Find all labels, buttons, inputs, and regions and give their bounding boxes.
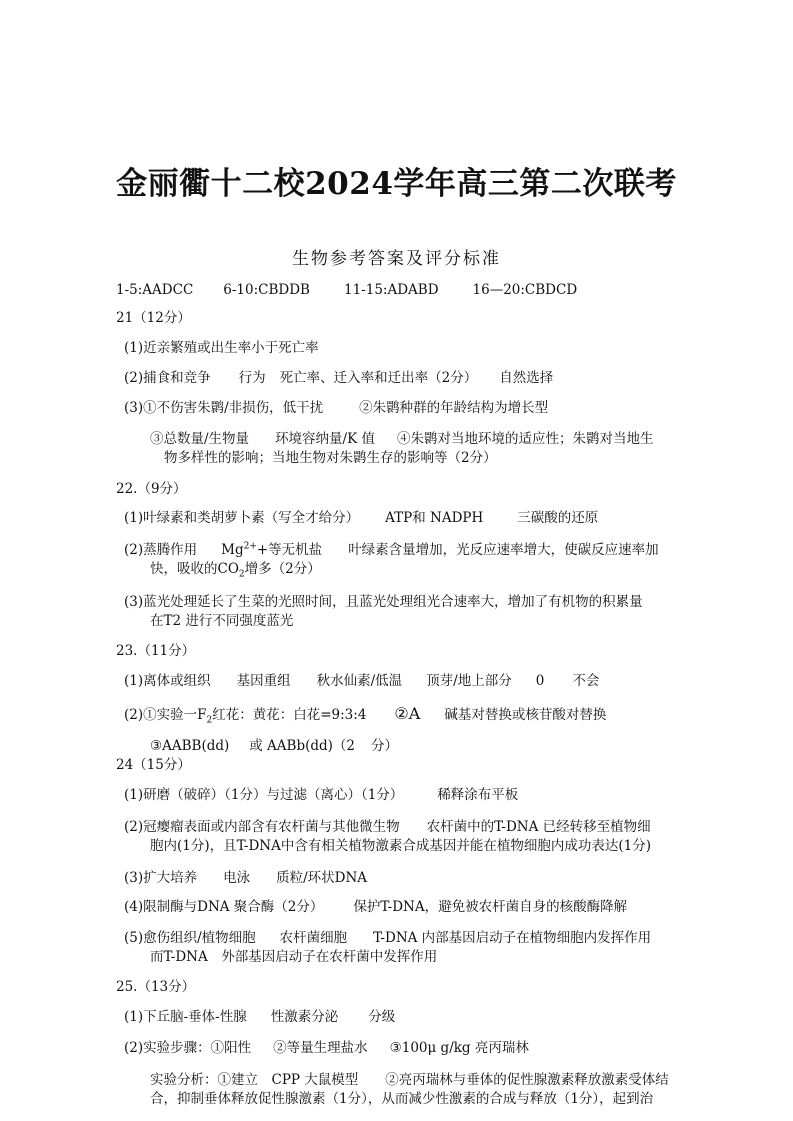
q24-a5-part3: T-DNA 内部基因启动子在植物细胞内发挥作用: [373, 930, 652, 946]
q24-a3-part1: (3)扩大培养: [124, 870, 198, 886]
q25-a2-part3: ③100μ g/kg 亮丙瑞林: [389, 1040, 529, 1056]
q23-answer-2b: [150, 737, 398, 755]
q23-a2b-part1: ③AABB(dd): [150, 738, 230, 754]
page-title: 金丽衢十二校2024学年高三第二次联考: [116, 166, 677, 202]
q25-a1-part2: 性激素分泌: [270, 1009, 339, 1025]
q21-answer-3b: [150, 430, 654, 448]
q22-answer-1: [124, 509, 598, 527]
q22-a2-mg: Mg: [221, 542, 244, 558]
q23-answer-1: [124, 672, 599, 690]
q25-heading: 25.（13分）: [116, 979, 196, 995]
q24-a3-part2: 电泳: [223, 870, 251, 886]
q21-a2-part2: 行为: [238, 370, 266, 386]
q24-a1-part1: (1)研磨（破碎）（1分）与过滤（离心）（1分）: [124, 787, 404, 803]
q22-a1-part1: (1)叶绿素和类胡萝卜素（写全才给分）: [124, 510, 360, 526]
q24-answer-5: [124, 929, 651, 947]
q24-a5-part1: (5)愈伤组织/植物细胞: [124, 930, 256, 946]
q21-a3b-part1: ③总数量/生物量: [150, 431, 250, 447]
q23-a1-part2: 基因重组: [236, 673, 291, 689]
q21-a3-part1: (3)①不伤害朱鹮/非损伤，低干扰: [124, 400, 324, 416]
q25-answer-2: [124, 1039, 529, 1057]
q23-a2b-part3: 分）: [371, 738, 399, 754]
q23-a1-part4: 顶芽/地上部分: [426, 673, 512, 689]
q23-a2-part1: (2)①实验一F: [124, 707, 207, 723]
q23-a1-part6: 不会: [572, 673, 600, 689]
q24-answer-1: [124, 786, 518, 804]
q25-a2-part2: ②等量生理盐水: [273, 1040, 368, 1056]
q24-a3-part3: 质粒/环状DNA: [276, 870, 368, 886]
q23-a2-subscript: 2: [206, 715, 213, 726]
q22-a2b-part2: 增多（2分）: [244, 561, 321, 577]
q21-answer-3c: 物多样性的影响；当地生物对朱鹮生存的影响等（2分）: [164, 450, 497, 466]
mc-group-3: 11-15:ADABD: [343, 282, 439, 298]
q25-answer-3b: 合，抑制垂体释放促性腺激素（1分），从而减少性激素的合成与释放（1分），起到治: [150, 1091, 654, 1107]
q25-a1-part3: 分级: [368, 1009, 396, 1025]
q23-heading: 23.（11分）: [116, 643, 196, 659]
q22-a1-part2: ATP和 NADPH: [385, 510, 484, 526]
q24-a1-part2: 稀释涂布平板: [437, 787, 519, 803]
q23-a2-part3: ②A: [394, 704, 421, 723]
q22-a2b-part1: 快，吸收的CO: [150, 561, 239, 577]
q22-answer-2: [124, 541, 659, 559]
mc-group-1: 1-5:AADCC: [116, 282, 194, 298]
q22-a1-part3: 三碳酸的还原: [517, 510, 599, 526]
q24-a5-part2: 农杆菌细胞: [279, 930, 348, 946]
q22-a2-part3: 叶绿素含量增加，光反应速率增大，使碳反应速率加: [348, 542, 659, 558]
q24-answer-5b: 而T-DNA 外部基因启动子在农杆菌中发挥作用: [150, 949, 438, 965]
q23-answer-2: [124, 705, 606, 724]
q22-a2-part2: +等无机盐: [256, 542, 323, 558]
q21-a3b-part3: ④朱鹮对当地环境的适应性；朱鹮对当地生: [397, 431, 654, 447]
q22-answer-2b: [150, 560, 321, 578]
q22-answer-3b: 在T2 进行不同强度蓝光: [150, 613, 294, 629]
q23-a2-part2: 红花：黄花：白花=9:3:4: [212, 707, 367, 723]
mc-group-4: 16—20:CBDCD: [472, 282, 578, 298]
q23-a1-part5: 0: [535, 673, 545, 689]
q24-a4-part2: 保护T-DNA，避免被农杆菌自身的核酸酶降解: [353, 899, 628, 915]
q21-a3b-part2: 环境容纳量/K 值: [275, 431, 375, 447]
mc-answers: [116, 281, 577, 299]
q25-a1-part1: (1)下丘脑-垂体-性腺: [124, 1009, 247, 1025]
q22-a2b-subscript: 2: [238, 569, 245, 580]
q22-heading: 22.（9分）: [116, 481, 187, 497]
q22-a2-part1: (2)蒸腾作用: [124, 542, 198, 558]
q21-a2-part4: 自然选择: [499, 370, 554, 386]
q23-a2b-part2: 或 AABb(dd)（2: [249, 738, 356, 754]
q25-answer-1: [124, 1008, 395, 1026]
q21-answer-3: [124, 399, 548, 417]
q21-a2-part1: (2)捕食和竞争: [124, 370, 211, 386]
q21-a3-part2: ②朱鹮种群的年龄结构为增长型: [359, 400, 549, 416]
q24-heading: 24（15分）: [116, 757, 191, 773]
q21-heading: 21（12分）: [116, 310, 191, 326]
page-subtitle: 生物参考答案及评分标准: [292, 249, 501, 269]
q24-answer-3: [124, 869, 367, 887]
q23-a1-part3: 秋水仙素/低温: [316, 673, 403, 689]
q25-a2-part1: (2)实验步骤：①阳性: [124, 1040, 252, 1056]
q24-answer-2b: 胞内(1分)，且T-DNA中含有相关植物激素合成基因并能在植物细胞内成功表达(1分): [150, 838, 651, 854]
q25-answer-3: 实验分析：①建立 CPP 大鼠模型 ②亮丙瑞林与垂体的促性腺激素释放激素受体结: [150, 1072, 669, 1088]
q21-answer-1: (1)近亲繁殖或出生率小于死亡率: [124, 340, 319, 356]
q23-a2-part4: 碱基对替换或核苷酸对替换: [444, 707, 607, 723]
q24-answer-2: (2)冠瘿瘤表面或内部含有农杆菌与其他微生物 农杆菌中的T-DNA 已经转移至植物细: [124, 819, 651, 835]
q21-answer-2: [124, 369, 553, 387]
q22-answer-3: (3)蓝光处理延长了生菜的光照时间，且蓝光处理组光合速率大，增加了有机物的积累量: [124, 594, 643, 610]
q24-a4-part1: (4)限制酶与DNA 聚合酶（2分）: [124, 899, 324, 915]
q23-a1-part1: (1)离体或组织: [124, 673, 211, 689]
q24-answer-4: [124, 898, 627, 916]
q22-a2-charge: 2+: [243, 541, 257, 552]
q21-a2-part3: 死亡率、迁入率和迁出率（2分）: [279, 370, 478, 386]
mc-group-2: 6-10:CBDDB: [223, 282, 310, 298]
